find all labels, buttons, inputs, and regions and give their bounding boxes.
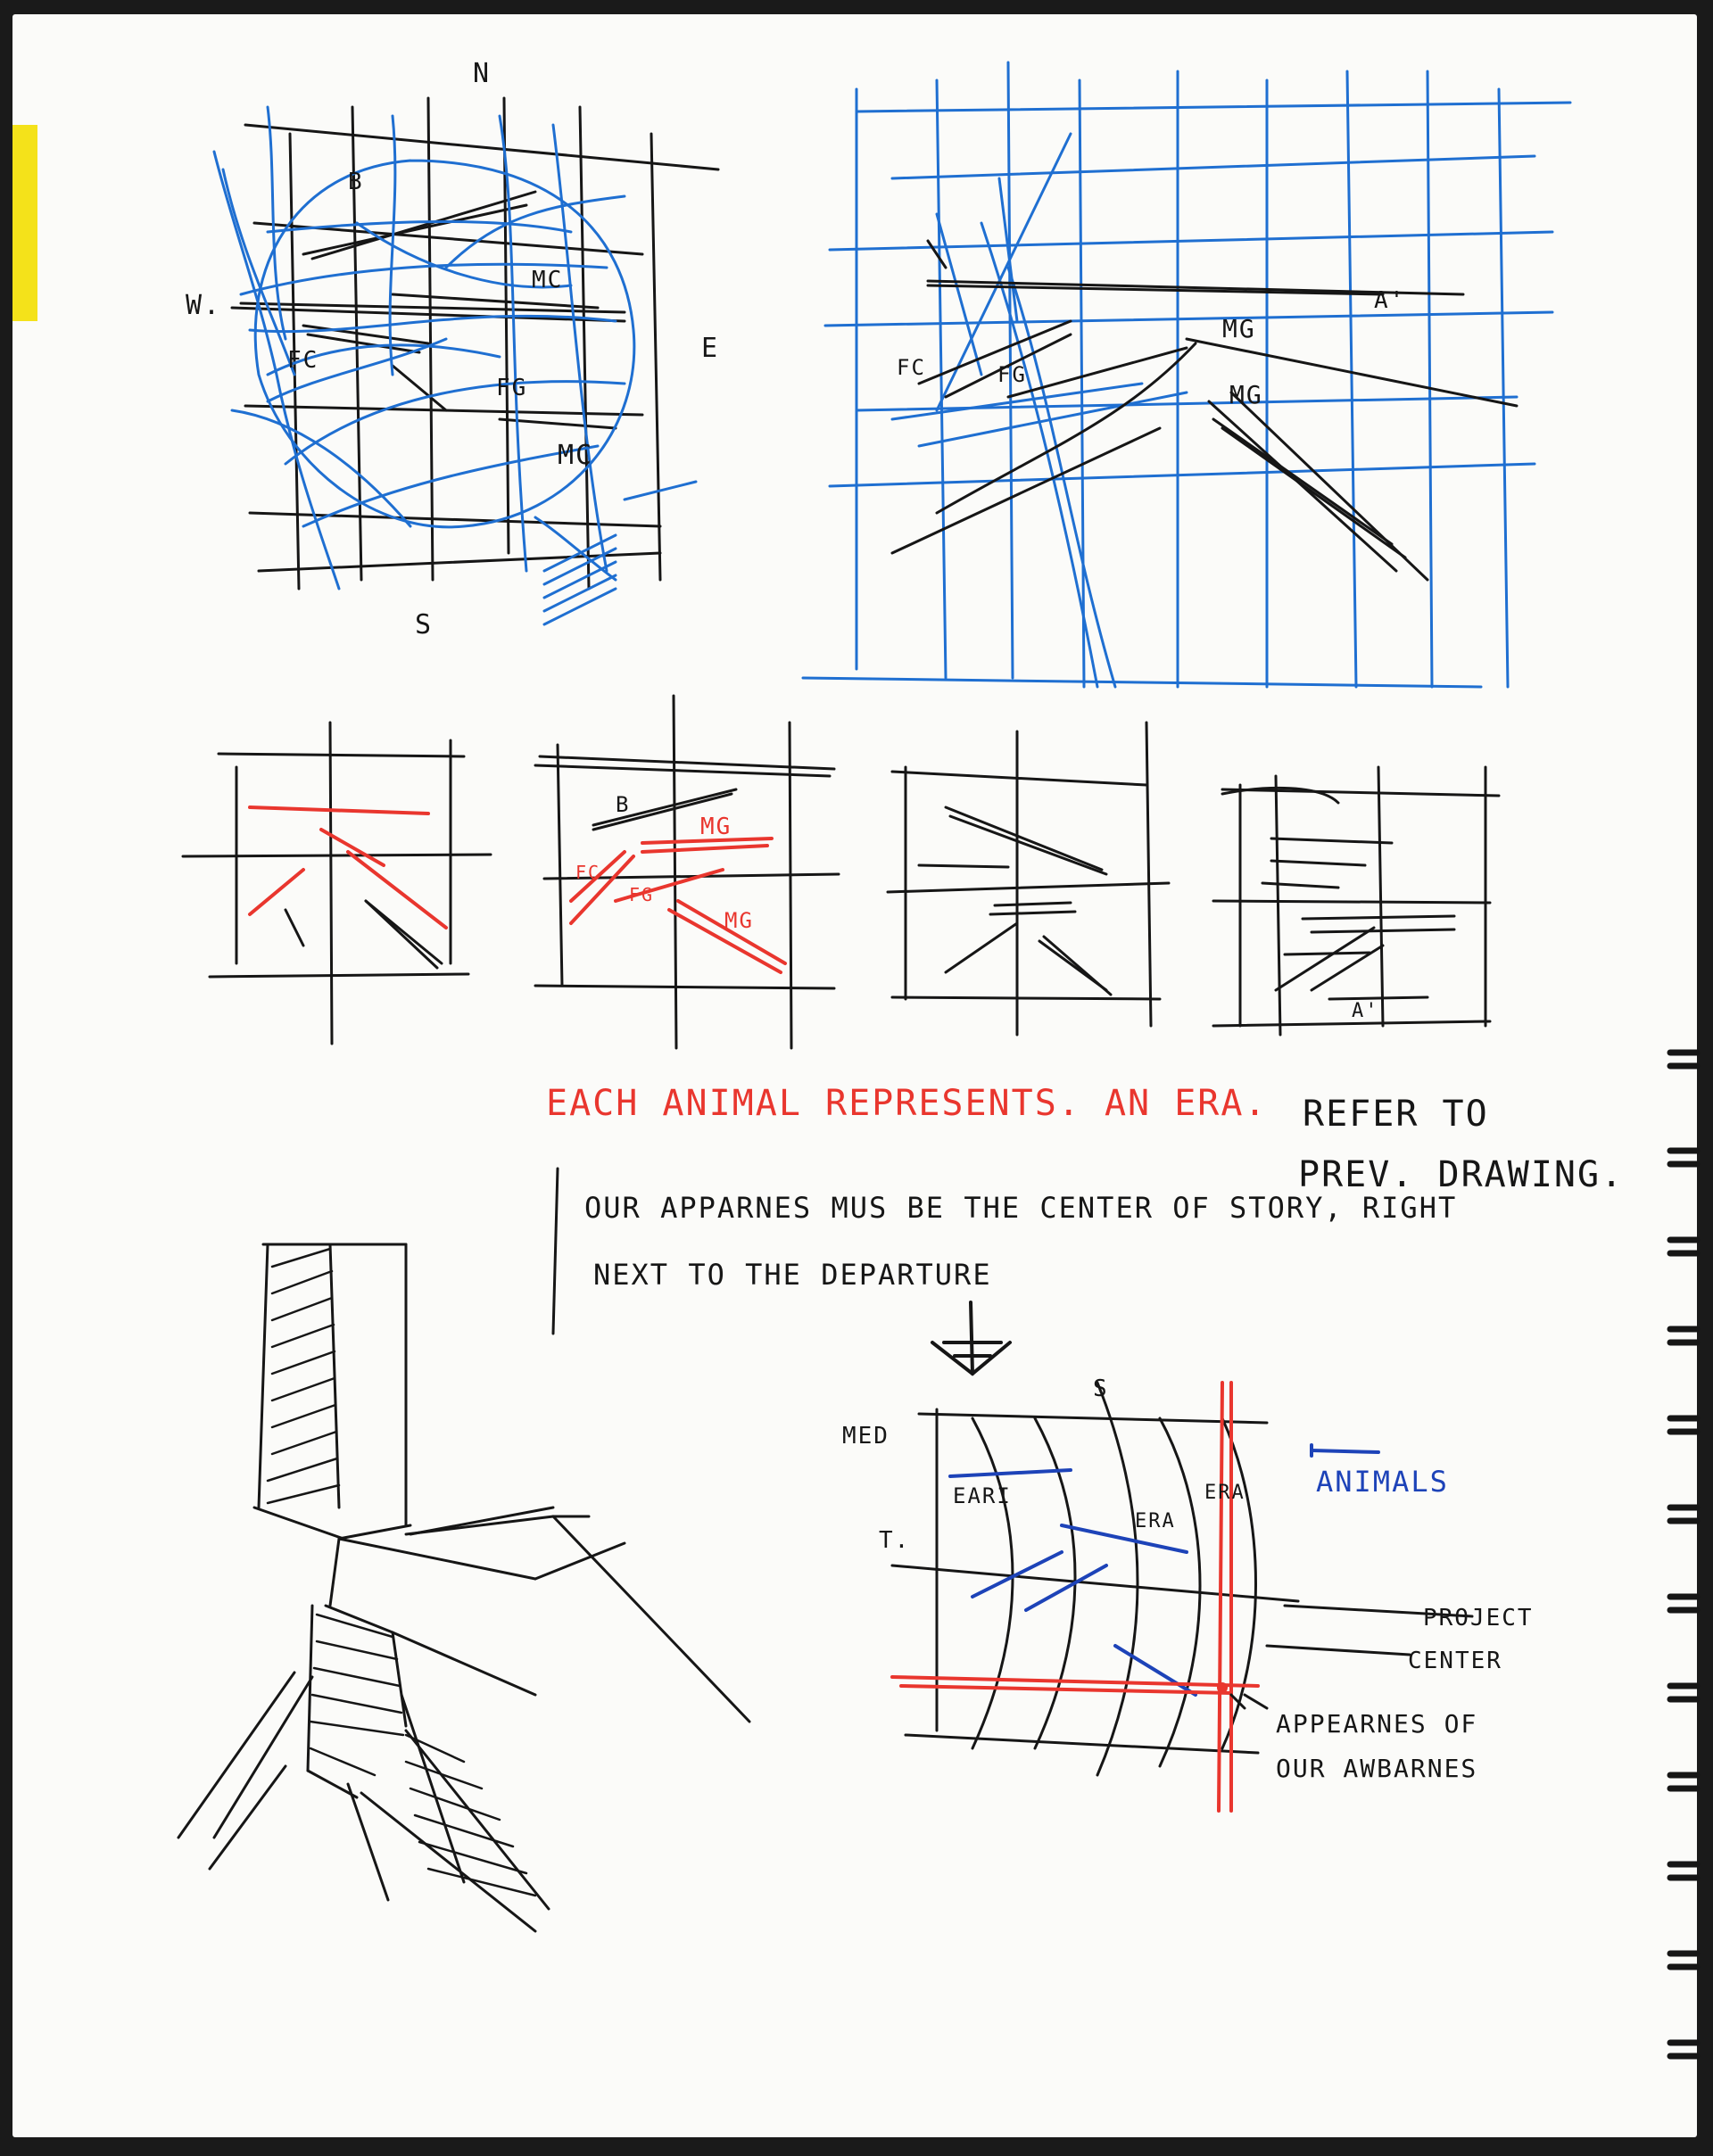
grid-label-a-prime: A' — [1374, 287, 1406, 314]
grid-label-mg-2: MG — [1229, 380, 1263, 409]
site-map-sketch — [186, 58, 719, 640]
south-label: S — [415, 609, 434, 640]
center-note-line2: NEXT TO THE DEPARTURE — [593, 1258, 992, 1292]
small-sketch-3 — [888, 723, 1169, 1035]
note-bar — [553, 1169, 558, 1334]
small-sketch-1 — [183, 723, 491, 1044]
grid-era-label-1: EARI — [953, 1483, 1012, 1508]
map-label-b: B — [348, 169, 364, 195]
small-sketch-4 — [1213, 767, 1499, 1035]
small-sketch-2 — [535, 696, 839, 1048]
blue-grid-sketch — [803, 62, 1570, 687]
grid-label-fg: FG — [997, 362, 1027, 387]
grid-label-fc: FC — [897, 355, 926, 380]
grid-era-label-2: ERA — [1135, 1510, 1176, 1532]
perspective-sketch — [178, 1244, 749, 1931]
down-arrow-icon — [932, 1302, 1010, 1374]
north-label: N — [473, 58, 492, 89]
small-label-a-prime: A' — [1352, 1000, 1379, 1022]
grid-label-mg-1: MG — [1222, 314, 1256, 343]
refer-note-line1: REFER TO — [1303, 1094, 1489, 1135]
east-label: E — [701, 333, 720, 364]
map-label-fg: FG — [496, 375, 528, 401]
project-grid-sketch — [842, 1375, 1534, 1811]
small-label-fg: FG — [629, 884, 655, 905]
west-label: W. — [186, 290, 222, 321]
grid-t-label: T. — [879, 1527, 911, 1554]
map-label-fc: FC — [287, 347, 319, 374]
map-label-mc-top: MC — [532, 267, 564, 293]
era-note: EACH ANIMAL REPRESENTS. AN ERA. — [546, 1083, 1268, 1124]
animals-legend: ANIMALS — [1316, 1465, 1449, 1499]
small-label-mg-2: MG — [724, 908, 754, 933]
grid-era-label-3: ERA — [1204, 1482, 1245, 1504]
map-label-mc: MC — [558, 440, 594, 471]
grid-south-label: S — [1093, 1375, 1109, 1402]
appearance-line1: APPEARNES OF — [1276, 1709, 1478, 1739]
small-label-mg: MG — [700, 814, 732, 840]
project-center-line2: CENTER — [1408, 1648, 1502, 1674]
small-label-b: B — [616, 792, 631, 817]
spiral-binding-icon — [1670, 1053, 1697, 2056]
grid-med-label: MED — [842, 1423, 890, 1450]
appearance-line2: OUR AWBARNES — [1276, 1754, 1478, 1783]
refer-note-line2: PREV. DRAWING. — [1298, 1154, 1625, 1195]
project-center-line1: PROJECT — [1423, 1605, 1534, 1631]
small-label-fc: FC — [575, 862, 601, 883]
center-note-line1: OUR APPARNES MUS BE THE CENTER OF STORY, RIGHT — [584, 1191, 1458, 1225]
